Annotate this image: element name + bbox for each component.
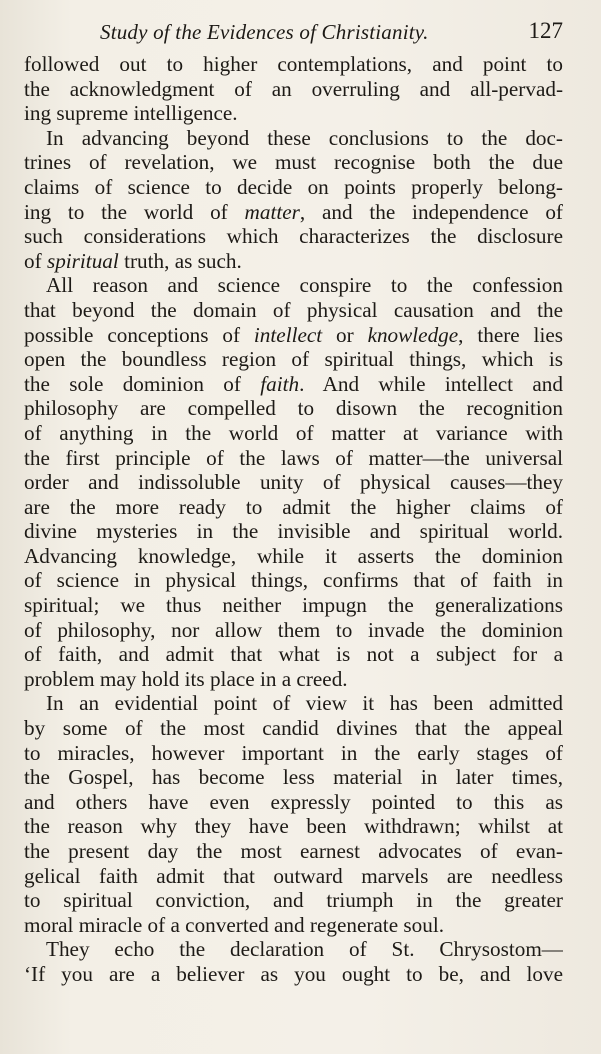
text-line: In advancing beyond these conclusions to the doc- — [46, 125, 563, 150]
text-line: open the boundless region of spiritual things, which is — [24, 347, 563, 372]
text-line: such considerations which characterizes the disclosure — [24, 224, 563, 249]
running-title: Study of the Evidences of Christianity. — [100, 20, 429, 44]
text-line: philosophy are compelled to disown the recognition — [24, 396, 563, 421]
text-line: of faith, and admit that what is not a subject for a — [24, 642, 563, 667]
text-line: the first principle of the laws of matter—the universal — [24, 445, 563, 470]
text-line: divine mysteries in the invisible and spiritual world. — [24, 519, 563, 544]
text-line: of science in physical things, confirms that of faith in — [24, 568, 563, 593]
text-line: to spiritual conviction, and triumph in the greater — [24, 888, 563, 913]
text-line: claims of science to decide on points properly belong- — [24, 174, 563, 199]
text-line: that beyond the domain of physical causation and the — [24, 297, 563, 322]
text-line: of anything in the world of matter at variance with — [24, 420, 563, 445]
text-line: to miracles, however important in the early stages of — [24, 740, 563, 765]
text-line: They echo the declaration of St. Chrysostom— — [46, 937, 563, 962]
text-line: possible conceptions of intellect or knowledge, there lies — [24, 322, 563, 347]
text-line: followed out to higher contemplations, and point to — [24, 52, 563, 76]
text-line: order and indissoluble unity of physical causes—they — [24, 470, 563, 495]
text-line: In an evidential point of view it has been admitted — [46, 691, 563, 716]
running-head — [24, 14, 563, 52]
text-line: of spiritual truth, as such. — [24, 248, 242, 273]
text-line: trines of revelation, we must recognise both the due — [24, 150, 563, 175]
text-line: moral miracle of a converted and regenerate soul. — [24, 912, 445, 937]
body-text — [24, 52, 563, 987]
text-line: the sole dominion of faith. And while intellect and — [24, 371, 563, 396]
text-line: ing to the world of matter, and the independence of — [24, 199, 563, 224]
text-line: All reason and science conspire to the confession — [46, 273, 563, 298]
text-line: the Gospel, has become less material in later times, — [24, 765, 563, 790]
text-line: spiritual; we thus neither impugn the generalizations — [24, 593, 563, 618]
text-line: ‘If you are a believer as you ought to be, and love — [24, 961, 563, 986]
text-line: ing supreme intelligence. — [24, 101, 238, 126]
text-line: and others have even expressly pointed to this as — [24, 789, 563, 814]
text-line: problem may hold its place in a creed. — [24, 666, 348, 691]
text-line: the present day the most earnest advocates of evan- — [24, 839, 563, 863]
text-line: by some of the most candid divines that the appeal — [24, 716, 563, 741]
text-line: are the more ready to admit the higher claims of — [24, 494, 563, 519]
text-line: the acknowledgment of an overruling and all-pervad- — [24, 76, 563, 101]
text-line: the reason why they have been withdrawn; whilst at — [24, 814, 563, 839]
text-line: Advancing knowledge, while it asserts the dominion — [24, 543, 563, 568]
text-line: gelical faith admit that outward marvels are needless — [24, 863, 563, 888]
page-number: 127 — [528, 18, 563, 43]
text-line: of philosophy, nor allow them to invade the dominion — [24, 617, 563, 642]
